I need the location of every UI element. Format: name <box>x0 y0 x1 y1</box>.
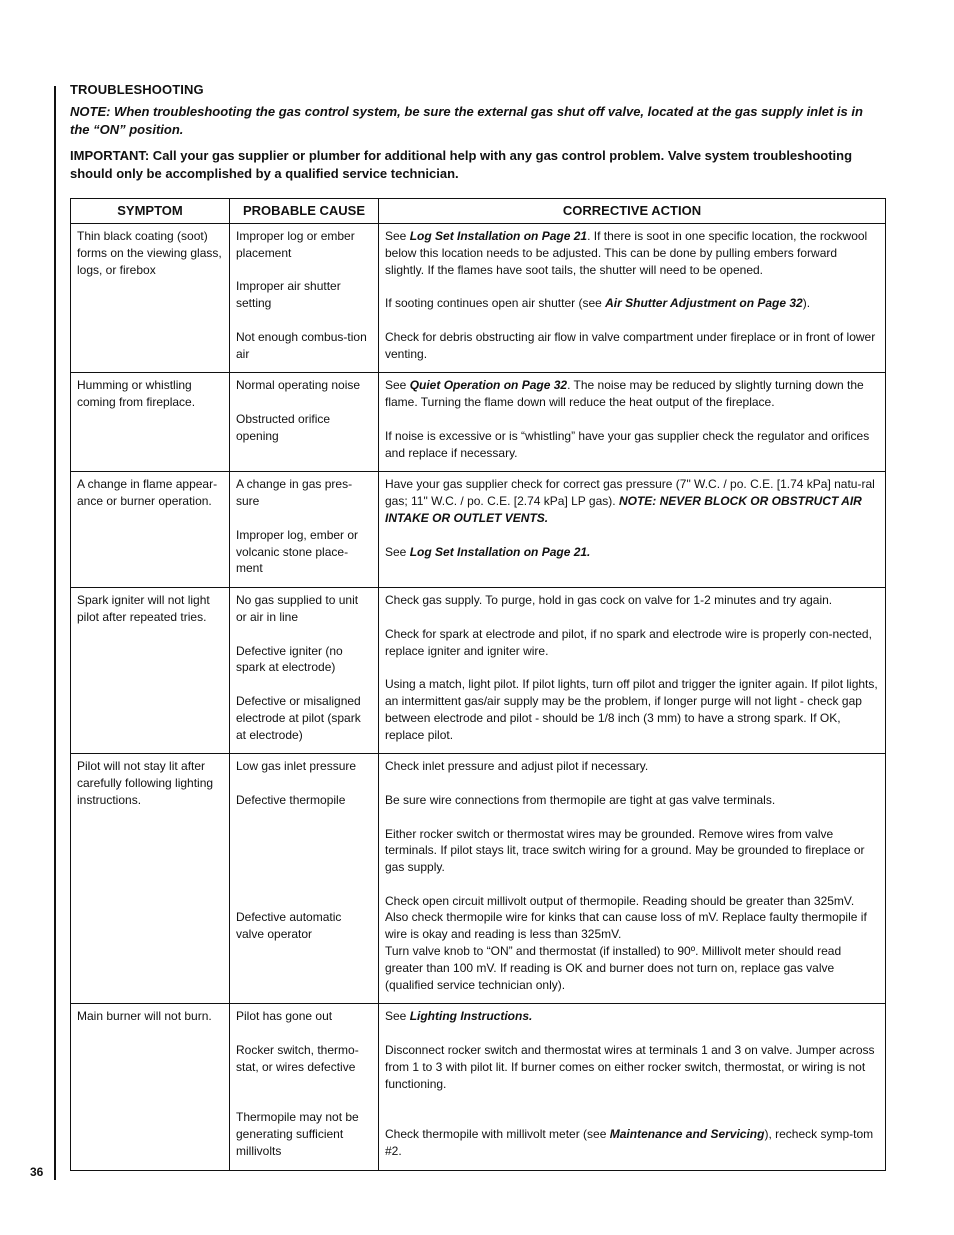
symptom-text: Main burner will not burn. <box>77 1009 212 1024</box>
table-row <box>71 224 886 373</box>
reference-text: Log Set Installation on Page 21 <box>409 229 588 243</box>
margin-rule <box>54 86 56 1180</box>
cause-text: A change in gas pres-sure <box>236 477 353 509</box>
action-text-part: If sooting continues open air shutter (see <box>385 296 606 311</box>
table-row <box>71 588 886 754</box>
action-cell <box>379 754 886 1004</box>
symptom-cell <box>71 373 230 472</box>
action-text-part: Check for spark at electrode and pilot, if no spark and electrode wire is properly con-nected, replace igniter and igniter wire. <box>385 626 872 658</box>
action-text <box>385 826 879 876</box>
action-text-part: ), recheck symp-tom #2. <box>385 1127 874 1158</box>
action-text-part: See <box>385 1009 410 1024</box>
cause-text: Defective igniter (no spark at electrode) <box>236 643 343 675</box>
action-text <box>385 228 879 278</box>
action-cell <box>379 373 886 472</box>
action-text-part: Using a match, light pilot. If pilot lights, turn off pilot and trigger the igniter again. If pilot lights, an intermittent gas/air supply may be the problem, if longer purge will not light - check gap between electrode and pilot - should be 1/8 inch (3 mm) to have a strong spark. If OK, replace pilot. <box>385 677 878 742</box>
cause-cell <box>230 754 379 1004</box>
table-row <box>71 472 886 588</box>
symptom-text: Spark igniter will not light pilot after repeated tries. <box>77 593 210 624</box>
table-row <box>71 1004 886 1170</box>
action-text <box>385 329 879 363</box>
cause-text: Improper log, ember or volcanic stone place-ment <box>236 527 359 576</box>
action-cell <box>379 1004 886 1170</box>
action-text <box>385 626 879 660</box>
reference-text: NOTE: NEVER BLOCK OR OBSTRUCT AIR INTAKE OR OUTLET VENTS. <box>385 494 862 525</box>
action-text <box>385 476 879 526</box>
action-text-part: See <box>385 544 410 559</box>
action-text <box>385 592 879 609</box>
cause-text: Improper air shutter setting <box>236 279 341 311</box>
reference-text: Log Set Installation on Page 21. <box>409 544 591 559</box>
cause-text: Low gas inlet pressure <box>236 759 357 774</box>
cause-cell <box>230 472 379 588</box>
cause-text: No gas supplied to unit or air in line <box>236 593 359 624</box>
action-text-part: Check thermopile with millivolt meter (see <box>385 1127 610 1142</box>
table-row <box>71 754 886 1004</box>
action-text-part: Be sure wire connections from thermopile are tight at gas valve terminals. <box>385 792 776 807</box>
action-text <box>385 295 879 312</box>
reference-text: Lighting Instructions. <box>409 1009 533 1024</box>
action-text-part: If noise is excessive or is “whistling” have your gas supplier check the regulator and orifices and replace if necessary. <box>385 428 870 460</box>
cause-text: Normal operating noise <box>236 378 361 393</box>
probable-cause-header: PROBABLE CAUSE <box>230 199 379 224</box>
action-text-part: Check gas supply. To purge, hold in gas cock on valve for 1-2 minutes and try again. <box>385 593 833 608</box>
reference-text: Air Shutter Adjustment on Page 32 <box>605 296 803 311</box>
cause-text: Obstructed orifice opening <box>236 411 331 443</box>
action-text <box>385 676 879 743</box>
cause-text: Defective thermopile <box>236 792 346 807</box>
symptom-cell <box>71 1004 230 1170</box>
action-text <box>385 428 879 462</box>
cause-text: Defective or misaligned electrode at pilot (spark at electrode) <box>236 693 361 742</box>
action-text-part: See <box>385 229 410 243</box>
action-text-part: Have your gas supplier check for correct gas pressure (7" W.C. / po. C.E. [1.74 kPa] natu-ral gas; 11" W.C. / po. C.E. [2.74 kPa] LP gas). <box>385 477 875 509</box>
action-text <box>385 1126 879 1160</box>
symptom-text: Humming or whistling coming from fireplace. <box>77 378 196 410</box>
symptom-cell <box>71 472 230 588</box>
table-body <box>71 224 886 1171</box>
action-text-part: Disconnect rocker switch and thermostat wires at terminals 1 and 3 on valve. Jumper across from 1 to 3 with pilot lit. If burner comes on either rocker switch, thermostat, or wiring is not functioning. <box>385 1043 875 1091</box>
table-row <box>71 373 886 472</box>
cause-cell <box>230 588 379 754</box>
page-number: 36 <box>30 1165 44 1179</box>
action-text <box>385 377 879 411</box>
action-text <box>385 544 879 561</box>
table-header-row <box>71 199 886 224</box>
action-text-part: Check inlet pressure and adjust pilot if necessary. <box>385 759 649 774</box>
symptom-header: SYMPTOM <box>71 199 230 224</box>
action-text-part: . The noise may be reduced by slightly turning down the flame. Turning the flame down will reduce the heat output of the fireplace. <box>385 378 864 410</box>
note-paragraph: NOTE: When troubleshooting the gas control system, be sure the external gas shut off valve, located at the gas supply inlet is in the “ON” position. <box>70 104 863 137</box>
symptom-text: A change in flame appear-ance or burner operation. <box>77 477 218 509</box>
cause-cell <box>230 1004 379 1170</box>
action-text <box>385 758 879 775</box>
action-text <box>385 1008 879 1025</box>
cause-text: Not enough combus-tion air <box>236 329 367 361</box>
header-block <box>70 82 886 183</box>
reference-text: Quiet Operation on Page 32 <box>409 378 568 393</box>
cause-cell <box>230 373 379 472</box>
action-text <box>385 1042 879 1092</box>
symptom-text: Pilot will not stay lit after carefully following lighting instructions. <box>77 759 214 807</box>
symptom-cell <box>71 224 230 373</box>
symptom-cell <box>71 754 230 1004</box>
action-text <box>385 792 879 809</box>
troubleshooting-table <box>70 198 886 1171</box>
cause-text: Rocker switch, thermo-stat, or wires defective <box>236 1043 359 1074</box>
cause-text: Defective automatic valve operator <box>236 910 342 942</box>
symptom-cell <box>71 588 230 754</box>
action-text <box>385 893 879 994</box>
cause-cell <box>230 224 379 373</box>
action-text-part: . If there is soot in one specific location, the rockwool below this location needs to be adjusted. This can be done by pulling embers forward slightly. If the flames have soot tails, the shutter will need to be opened. <box>385 229 868 277</box>
cause-text: Thermopile may not be generating sufficient millivolts <box>236 1110 359 1158</box>
reference-text: Maintenance and Servicing <box>609 1127 765 1142</box>
symptom-text: Thin black coating (soot) forms on the viewing glass, logs, or firebox <box>77 229 222 277</box>
action-text-part: Check open circuit millivolt output of thermopile. Reading should be greater than 325mV. Also check thermopile wire for kinks that can cause loss of mV. Replace faulty thermopile if wire is okay and reading is less than 325mV. Turn valve knob to “ON” and thermostat (if installed) to 90º. Millivolt meter should read greater than 100 mV. If reading is OK and burner does not turn on, replace gas valve (qualified service technician only). <box>385 893 867 992</box>
action-text-part: Either rocker switch or thermostat wires may be grounded. Remove wires from valve terminals. If pilot stays lit, trace switch wiring for a ground. May be grounded to fireplace or gas supply. <box>385 826 865 875</box>
action-text-part: ). <box>802 296 811 311</box>
section-heading: TROUBLESHOOTING <box>70 82 204 97</box>
action-cell <box>379 588 886 754</box>
cause-text: Pilot has gone out <box>236 1009 333 1024</box>
important-paragraph: IMPORTANT: Call your gas supplier or plumber for additional help with any gas control problem. Valve system troubleshooting should only be accomplished by a qualified service technician. <box>70 148 853 181</box>
corrective-action-header: CORRECTIVE ACTION <box>379 199 886 224</box>
action-text-part: Check for debris obstructing air flow in valve compartment under fireplace or in front of lower venting. <box>385 329 876 361</box>
action-text-part: See <box>385 378 410 393</box>
action-cell <box>379 224 886 373</box>
action-cell <box>379 472 886 588</box>
cause-text: Improper log or ember placement <box>236 229 355 260</box>
